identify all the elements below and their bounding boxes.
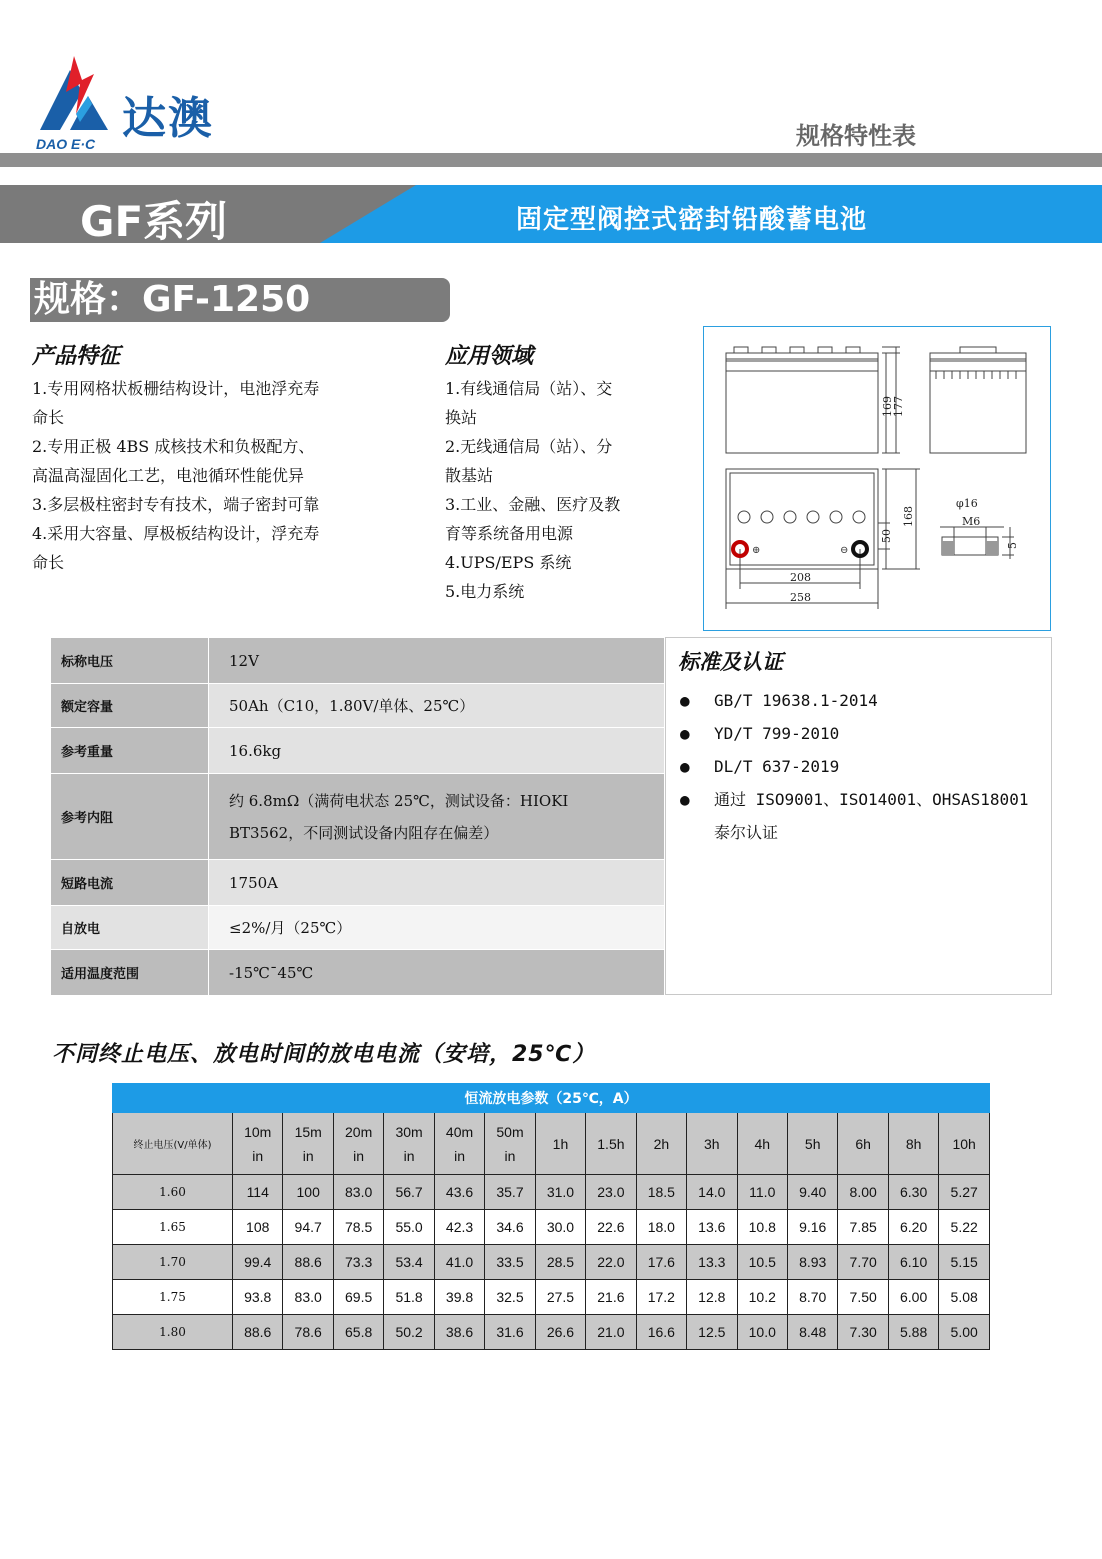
current-cell: 13.6 [687, 1210, 737, 1245]
application-line: 3.工业、金融、医疗及教 [445, 495, 621, 514]
discharge-col-header: 4h [737, 1113, 787, 1175]
current-cell: 6.30 [888, 1175, 938, 1210]
current-cell: 9.16 [787, 1210, 837, 1245]
bullet-icon: ● [680, 757, 690, 776]
current-cell: 21.0 [586, 1315, 636, 1350]
end-voltage-cell: 1.65 [113, 1210, 233, 1245]
current-cell: 5.27 [939, 1175, 990, 1210]
feature-line: 高温高湿固化工艺，电池循环性能优异 [32, 466, 305, 485]
spec-row [51, 774, 665, 860]
discharge-col-header: 10h [939, 1113, 990, 1175]
current-cell: 16.6 [636, 1315, 686, 1350]
application-line: 2.无线通信局（站）、分 [445, 437, 613, 456]
current-cell: 28.5 [535, 1245, 585, 1280]
current-cell: 12.8 [687, 1280, 737, 1315]
applications-list [445, 374, 620, 606]
dim-169: 169 [881, 396, 894, 417]
spec-row [51, 638, 665, 684]
model-box [30, 278, 450, 322]
current-cell: 69.5 [333, 1280, 383, 1315]
dim-phi16: φ16 [956, 497, 978, 510]
end-voltage-cell: 1.60 [113, 1175, 233, 1210]
current-cell: 14.0 [687, 1175, 737, 1210]
document-type: 规格特性表 [796, 122, 916, 150]
current-cell: 5.15 [939, 1245, 990, 1280]
current-cell: 5.22 [939, 1210, 990, 1245]
current-cell: 8.48 [787, 1315, 837, 1350]
dim-m6: M6 [962, 515, 981, 528]
discharge-col-header: 6h [838, 1113, 888, 1175]
discharge-col-header: 5h [787, 1113, 837, 1175]
standard-item: ● YD/T 799-2010 [678, 717, 1048, 750]
current-cell: 38.6 [434, 1315, 484, 1350]
current-cell: 10.2 [737, 1280, 787, 1315]
bullet-icon: ● [680, 790, 690, 809]
application-line: 育等系统备用电源 [445, 524, 574, 543]
spec-value [209, 774, 665, 860]
current-cell: 31.0 [535, 1175, 585, 1210]
spec-row [51, 860, 665, 906]
current-cell: 18.0 [636, 1210, 686, 1245]
brand-name-cn: 达澳 [122, 93, 214, 144]
discharge-col-header: 10m in [233, 1113, 283, 1175]
current-cell: 43.6 [434, 1175, 484, 1210]
current-cell: 39.8 [434, 1280, 484, 1315]
header-rule [0, 153, 1102, 167]
current-cell: 51.8 [384, 1280, 434, 1315]
current-cell: 33.5 [485, 1245, 535, 1280]
current-cell: 56.7 [384, 1175, 434, 1210]
current-cell: 88.6 [233, 1315, 283, 1350]
dim-168: 168 [902, 506, 915, 527]
applications-title: 应用领域 [445, 344, 534, 369]
current-cell: 17.2 [636, 1280, 686, 1315]
feature-line: 1.专用网格状板栅结构设计，电池浮充寿 [32, 379, 320, 398]
current-cell: 78.5 [333, 1210, 383, 1245]
dim-258: 258 [790, 591, 811, 604]
series-title: GF系列 [80, 197, 228, 246]
current-cell: 78.6 [283, 1315, 333, 1350]
spec-row [51, 950, 665, 996]
svg-text:⊖: ⊖ [840, 545, 849, 556]
logo-mark-icon [30, 52, 130, 136]
current-cell: 55.0 [384, 1210, 434, 1245]
current-cell: 99.4 [233, 1245, 283, 1280]
bullet-icon: ● [680, 691, 690, 710]
battery-dimension-drawing [704, 327, 1049, 629]
spec-row [51, 728, 665, 774]
spec-row [51, 906, 665, 950]
discharge-row [113, 1280, 990, 1315]
dim-5: 5 [1006, 542, 1019, 549]
current-cell: 8.00 [838, 1175, 888, 1210]
spec-label: 参考内阻 [51, 774, 209, 860]
spec-value-line: 约 6.8mΩ（满荷电状态 25℃，测试设备：HIOKI [229, 791, 569, 810]
current-cell: 34.6 [485, 1210, 535, 1245]
current-cell: 5.08 [939, 1280, 990, 1315]
spec-label: 自放电 [51, 906, 209, 950]
feature-line: 3.多层极柱密封专有技术，端子密封可靠 [32, 495, 320, 514]
current-cell: 10.8 [737, 1210, 787, 1245]
current-cell: 65.8 [333, 1315, 383, 1350]
spec-value: ≤2%/月（25℃） [209, 906, 665, 950]
current-cell: 32.5 [485, 1280, 535, 1315]
discharge-header-row [113, 1113, 990, 1175]
discharge-title: 不同终止电压、放电时间的放电电流（安培，25℃） [52, 1042, 596, 1067]
spec-row [51, 684, 665, 728]
current-cell: 26.6 [535, 1315, 585, 1350]
feature-line: 2.专用正极 4BS 成核技术和负极配方、 [32, 437, 315, 456]
discharge-col-header: 50m in [485, 1113, 535, 1175]
current-cell: 35.7 [485, 1175, 535, 1210]
series-subtitle: 固定型阀控式密封铅酸蓄电池 [516, 205, 868, 235]
current-cell: 83.0 [283, 1280, 333, 1315]
current-cell: 50.2 [384, 1315, 434, 1350]
standard-item-continued: 泰尔认证 [714, 823, 779, 842]
feature-line: 4.采用大容量、厚极板结构设计，浮充寿 [32, 524, 320, 543]
discharge-col-header: 1.5h [586, 1113, 636, 1175]
dim-208: 208 [790, 571, 811, 584]
current-cell: 93.8 [233, 1280, 283, 1315]
features-title: 产品特征 [32, 344, 121, 369]
company-logo [30, 52, 270, 156]
current-cell: 23.0 [586, 1175, 636, 1210]
spec-label: 适用温度范围 [51, 950, 209, 996]
current-cell: 22.0 [586, 1245, 636, 1280]
spec-label: 额定容量 [51, 684, 209, 728]
corner-header: 终止电压(V/单体) [113, 1113, 233, 1175]
series-banner [0, 185, 1102, 246]
application-line: 换站 [445, 408, 478, 427]
current-cell: 114 [233, 1175, 283, 1210]
current-cell: 73.3 [333, 1245, 383, 1280]
current-cell: 94.7 [283, 1210, 333, 1245]
spec-table [50, 637, 665, 996]
current-cell: 10.5 [737, 1245, 787, 1280]
feature-line: 命长 [32, 553, 65, 572]
standards-title: 标准及认证 [678, 650, 783, 674]
current-cell: 6.10 [888, 1245, 938, 1280]
current-cell: 8.93 [787, 1245, 837, 1280]
current-cell: 42.3 [434, 1210, 484, 1245]
current-cell: 21.6 [586, 1280, 636, 1315]
end-voltage-cell: 1.75 [113, 1280, 233, 1315]
current-cell: 6.00 [888, 1280, 938, 1315]
standards-list [678, 684, 1048, 849]
discharge-col-header: 3h [687, 1113, 737, 1175]
current-cell: 7.50 [838, 1280, 888, 1315]
current-cell: 8.70 [787, 1280, 837, 1315]
dim-177: 177 [892, 396, 905, 417]
current-cell: 18.5 [636, 1175, 686, 1210]
spec-value: 50Ah（C10，1.80V/单体、25℃） [209, 684, 665, 728]
current-cell: 5.00 [939, 1315, 990, 1350]
dim-50: 50 [880, 529, 893, 543]
application-line: 1.有线通信局（站）、交 [445, 379, 613, 398]
application-line: 5.电力系统 [445, 582, 525, 601]
current-cell: 13.3 [687, 1245, 737, 1280]
spec-label: 短路电流 [51, 860, 209, 906]
current-cell: 7.70 [838, 1245, 888, 1280]
features-list [32, 374, 319, 577]
standard-item: ● 通过 ISO9001、ISO14001、OHSAS18001 [678, 783, 1048, 816]
discharge-col-header: 1h [535, 1113, 585, 1175]
current-cell: 41.0 [434, 1245, 484, 1280]
current-cell: 12.5 [687, 1315, 737, 1350]
discharge-body [113, 1175, 990, 1350]
current-cell: 9.40 [787, 1175, 837, 1210]
current-cell: 10.0 [737, 1315, 787, 1350]
spec-label: 标称电压 [51, 638, 209, 684]
end-voltage-cell: 1.70 [113, 1245, 233, 1280]
current-cell: 31.6 [485, 1315, 535, 1350]
current-cell: 88.6 [283, 1245, 333, 1280]
current-cell: 30.0 [535, 1210, 585, 1245]
spec-value: -15℃¯45℃ [209, 950, 665, 996]
model-label: 规格：GF-1250 [34, 279, 311, 320]
current-cell: 108 [233, 1210, 283, 1245]
standard-item: ● DL/T 637-2019 [678, 750, 1048, 783]
current-cell: 7.85 [838, 1210, 888, 1245]
battery-drawing [703, 326, 1051, 631]
discharge-row [113, 1315, 990, 1350]
standards-box [665, 637, 1052, 995]
spec-label: 参考重量 [51, 728, 209, 774]
discharge-col-header: 8h [888, 1113, 938, 1175]
spec-value-line: BT3562，不同测试设备内阻存在偏差） [229, 823, 499, 842]
current-cell: 27.5 [535, 1280, 585, 1315]
current-cell: 11.0 [737, 1175, 787, 1210]
discharge-col-header: 40m in [434, 1113, 484, 1175]
current-cell: 100 [283, 1175, 333, 1210]
application-line: 散基站 [445, 466, 494, 485]
discharge-row [113, 1175, 990, 1210]
current-cell: 17.6 [636, 1245, 686, 1280]
discharge-caption: 恒流放电参数（25℃，A） [113, 1084, 990, 1113]
discharge-col-header: 2h [636, 1113, 686, 1175]
discharge-row [113, 1245, 990, 1280]
current-cell: 6.20 [888, 1210, 938, 1245]
discharge-row [113, 1210, 990, 1245]
current-cell: 53.4 [384, 1245, 434, 1280]
current-cell: 5.88 [888, 1315, 938, 1350]
spec-value: 1750A [209, 860, 665, 906]
discharge-table [112, 1083, 990, 1350]
end-voltage-cell: 1.80 [113, 1315, 233, 1350]
application-line: 4.UPS/EPS 系统 [445, 553, 572, 572]
bullet-icon: ● [680, 724, 690, 743]
spec-value: 16.6kg [209, 728, 665, 774]
discharge-col-header: 30m in [384, 1113, 434, 1175]
standard-item: ● GB/T 19638.1-2014 [678, 684, 1048, 717]
svg-text:⊕: ⊕ [752, 545, 761, 556]
feature-line: 命长 [32, 408, 65, 427]
discharge-col-header: 20m in [333, 1113, 383, 1175]
spec-value: 12V [209, 638, 665, 684]
brand-name-en: DAO E·C [36, 136, 96, 152]
current-cell: 83.0 [333, 1175, 383, 1210]
discharge-col-header: 15m in [283, 1113, 333, 1175]
current-cell: 7.30 [838, 1315, 888, 1350]
current-cell: 22.6 [586, 1210, 636, 1245]
